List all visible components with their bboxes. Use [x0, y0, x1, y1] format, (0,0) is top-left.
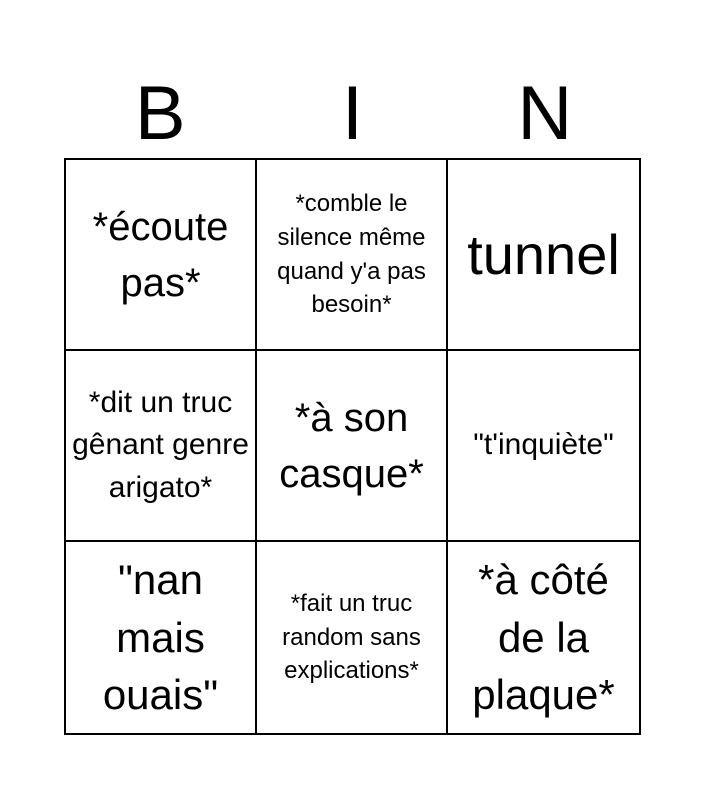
bingo-header	[64, 70, 641, 158]
bingo-cell[interactable]	[66, 542, 257, 733]
bingo-cell[interactable]	[66, 351, 257, 542]
header-letter-b: B	[134, 71, 186, 156]
bingo-cell[interactable]	[448, 160, 639, 351]
bingo-cell[interactable]	[448, 542, 639, 733]
cell-text: *comble le silence même quand y'a pas besoin*	[277, 190, 426, 319]
cell-text: tunnel	[467, 222, 620, 286]
cell-text: *fait un truc random sans explications*	[282, 590, 421, 685]
cell-text: *écoute pas*	[92, 204, 229, 305]
bingo-cell[interactable]	[257, 542, 448, 733]
bingo-cell[interactable]	[257, 160, 448, 351]
header-letter-n: N	[517, 71, 573, 156]
bingo-cell[interactable]	[448, 351, 639, 542]
bingo-cell[interactable]	[257, 351, 448, 542]
bingo-cell[interactable]	[66, 160, 257, 351]
cell-text: *à côté de la plaque*	[472, 556, 615, 719]
cell-text: *dit un truc gênant genre arigato*	[72, 385, 249, 504]
cell-text: "t'inquiète"	[473, 428, 614, 462]
cell-text: "nan mais ouais"	[102, 556, 219, 719]
cell-text: *à son casque*	[279, 395, 424, 496]
bingo-grid	[64, 158, 641, 735]
header-letter-i: I	[341, 71, 364, 156]
